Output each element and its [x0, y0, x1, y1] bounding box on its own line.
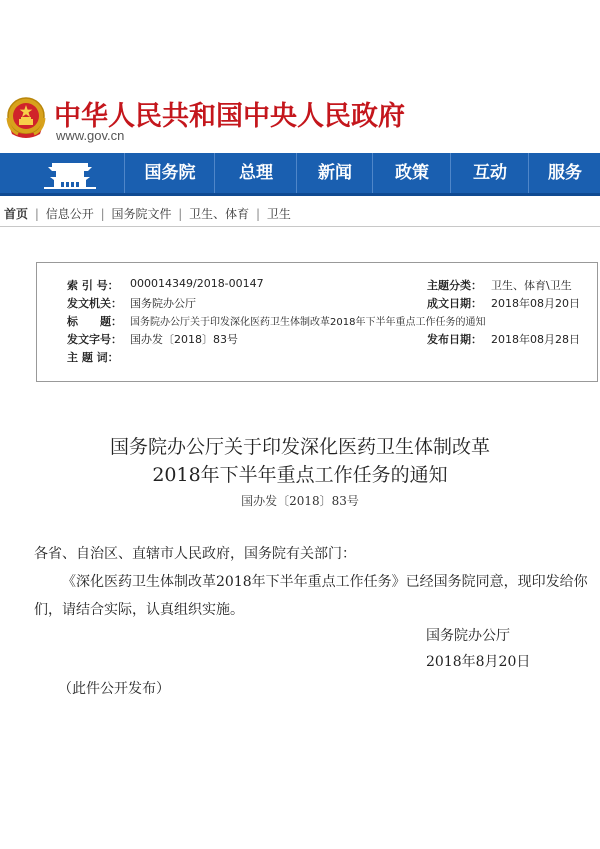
site-header	[0, 0, 600, 150]
document-title-line1: 国务院办公厅关于印发深化医药卫生体制改革	[109, 436, 490, 458]
breadcrumb-separator: |	[34, 207, 39, 221]
issuer-value: 国务院办公厅	[130, 297, 196, 310]
info-row-issuer	[37, 295, 597, 313]
main-nav	[0, 153, 600, 196]
issuer-label: 发文机关：	[67, 297, 122, 310]
date-written-label: 成文日期：	[427, 297, 482, 310]
topic-value: 卫生、体育\卫生	[491, 279, 572, 292]
tiananmen-icon	[0, 153, 124, 193]
doc-no-value: 国办发〔2018〕83号	[130, 333, 238, 346]
sign-date: 2018年8月20日	[426, 654, 531, 670]
publish-note: （此件公开发布）	[58, 681, 170, 697]
index-value: 000014349/2018-00147	[130, 277, 264, 290]
nav-item-interaction[interactable]: 互动	[450, 153, 529, 193]
breadcrumb-separator: |	[178, 207, 183, 221]
nav-item-premier[interactable]: 总理	[214, 153, 297, 193]
site-url[interactable]: www.gov.cn	[56, 128, 125, 143]
publish-date-label: 发布日期：	[427, 333, 482, 346]
info-row-doc-no	[37, 331, 597, 349]
info-row-index	[37, 277, 597, 295]
date-written-value: 2018年08月20日	[491, 297, 580, 310]
nav-item-policy[interactable]: 政策	[372, 153, 451, 193]
nav-item-state-council[interactable]: 国务院	[124, 153, 215, 193]
document-number: 国办发〔2018〕83号	[241, 494, 359, 508]
breadcrumb-info-public[interactable]: 信息公开	[45, 207, 94, 221]
document-title-line2: 2018年下半年重点工作任务的通知	[152, 464, 448, 486]
info-row-title	[37, 313, 597, 331]
keywords-label: 主 题 词：	[67, 351, 119, 364]
topic-label: 主题分类：	[427, 279, 482, 292]
nav-item-services[interactable]: 服务	[528, 153, 600, 193]
nav-item-news[interactable]: 新闻	[296, 153, 373, 193]
breadcrumb-separator: |	[256, 207, 261, 221]
breadcrumb-home[interactable]: 首页	[4, 207, 29, 221]
title-value: 国务院办公厅关于印发深化医药卫生体制改革2018年下半年重点工作任务的通知	[130, 317, 486, 328]
paragraph-line2: 们，请结合实际，认真组织实施。	[34, 602, 244, 618]
doc-no-label: 发文字号：	[67, 333, 122, 346]
salutation: 各省、自治区、直辖市人民政府，国务院有关部门：	[34, 546, 356, 562]
breadcrumb-divider	[0, 226, 600, 227]
info-row-keywords	[37, 349, 597, 367]
breadcrumb-health-sports[interactable]: 卫生、体育	[189, 207, 250, 221]
signature: 国务院办公厅	[426, 628, 510, 644]
breadcrumb-separator: |	[100, 207, 105, 221]
index-label: 索 引 号：	[67, 279, 119, 292]
breadcrumb	[4, 205, 291, 222]
document-info-table	[36, 262, 598, 382]
breadcrumb-health[interactable]: 卫生	[266, 207, 291, 221]
breadcrumb-state-council-docs[interactable]: 国务院文件	[111, 207, 172, 221]
paragraph-line1: 《深化医药卫生体制改革2018年下半年重点工作任务》已经国务院同意，现印发给你	[62, 574, 588, 590]
site-title[interactable]: 中华人民共和国中央人民政府	[54, 101, 405, 132]
title-label: 标 题：	[67, 315, 122, 328]
national-emblem-icon	[6, 96, 46, 140]
nav-logo[interactable]	[0, 153, 124, 193]
publish-date-value: 2018年08月28日	[491, 333, 580, 346]
